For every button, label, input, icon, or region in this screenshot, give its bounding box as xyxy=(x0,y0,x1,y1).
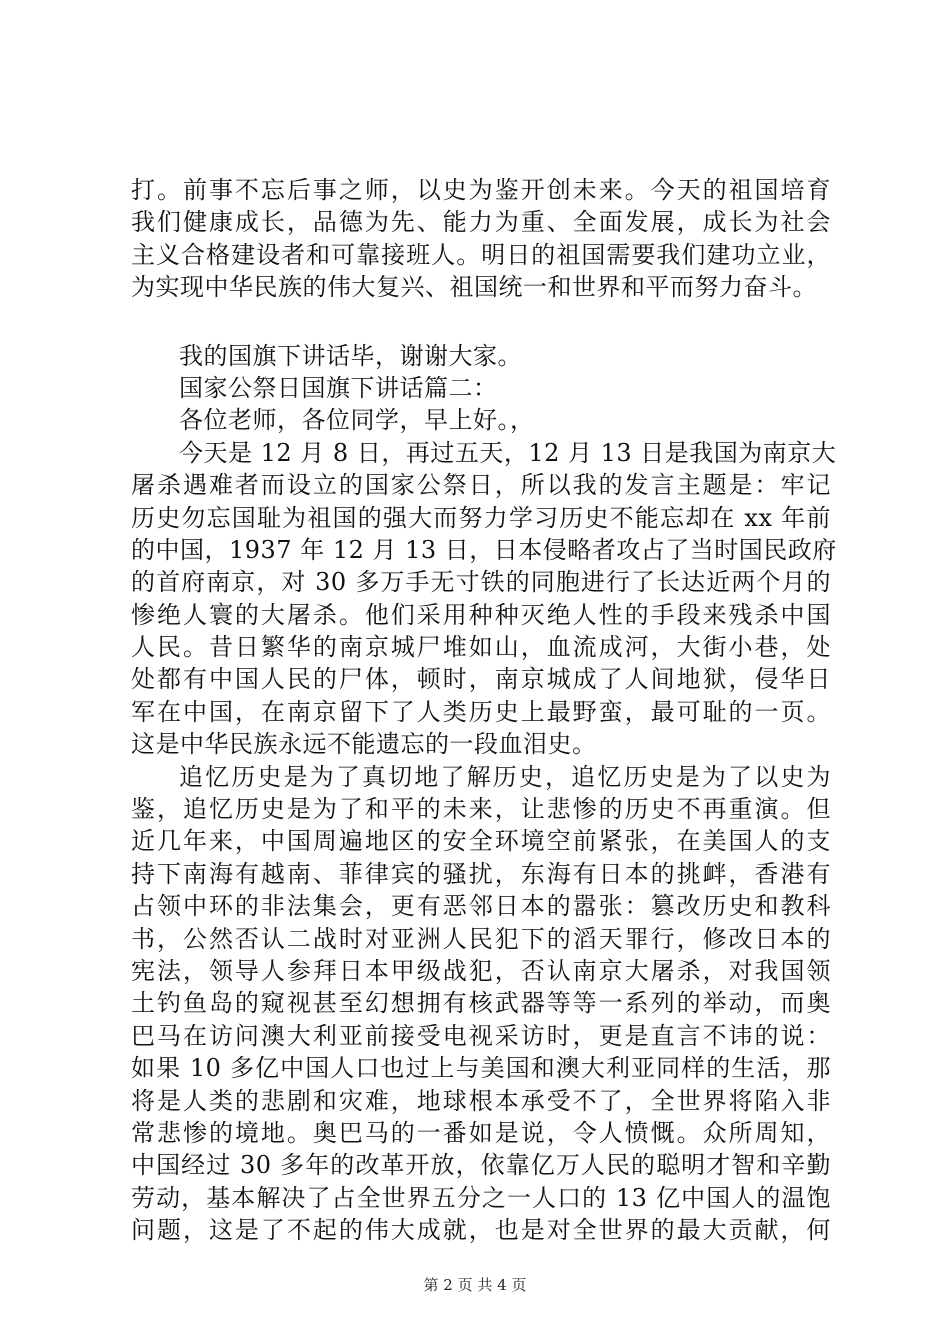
text-line: 屠杀遇难者而设立的国家公祭日，所以我的发言主题是：牢记 xyxy=(131,471,831,500)
text-line: 劳动，基本解决了占全世界五分之一人口的 13 亿中国人的温饱 xyxy=(131,1183,831,1212)
text-line: 这是中华民族永远不能遗忘的一段血泪史。 xyxy=(131,730,597,759)
text-line: 宪法，领导人参拜日本甲级战犯，否认南京大屠杀，对我国领 xyxy=(131,956,831,985)
paragraph-continuation xyxy=(131,174,831,304)
text-line: 将是人类的悲剧和灾难，地球根本承受不了，全世界将陷入非 xyxy=(131,1086,831,1115)
text-line: 人民。昔日繁华的南京城尸堆如山，血流成河，大街小巷，处 xyxy=(131,633,831,662)
text-line: 历史勿忘国耻为祖国的强大而努力学习历史不能忘却在 xx 年前 xyxy=(131,503,831,532)
text-line: 的首府南京，对 30 多万手无寸铁的同胞进行了长达近两个月的 xyxy=(131,568,831,597)
text-line: 追忆历史是为了真切地了解历史，追忆历史是为了以史为 xyxy=(179,762,831,791)
text-line: 的中国，1937 年 12 月 13 日，日本侵略者攻占了当时国民政府 xyxy=(131,535,837,564)
section-heading: 国家公祭日国旗下讲话篇二： xyxy=(179,373,498,402)
text-line: 如果 10 多亿中国人口也过上与美国和澳大利亚同样的生活，那 xyxy=(131,1054,831,1083)
text-line: 书，公然否认二战时对亚洲人民犯下的滔天罪行，修改日本的 xyxy=(131,924,831,953)
text-line: 军在中国，在南京留下了人类历史上最野蛮，最可耻的一页。 xyxy=(131,697,831,726)
text-line: 鉴，追忆历史是为了和平的未来，让悲惨的历史不再重演。但 xyxy=(131,795,831,824)
text-line: 近几年来，中国周遍地区的安全环境空前紧张，在美国人的支 xyxy=(131,827,831,856)
text-line: 中国经过 30 多年的改革开放，依靠亿万人民的聪明才智和辛勤 xyxy=(131,1151,831,1180)
paragraph-memorial-day xyxy=(131,437,837,761)
page-number-footer: 第 2 页 共 4 页 xyxy=(423,1276,527,1294)
document-body xyxy=(131,174,837,1247)
greeting-line: 各位老师，各位同学，早上好。， xyxy=(179,406,535,435)
text-line: 占领中环的非法集会，更有恶邻日本的嚣张：篡改历史和教科 xyxy=(131,892,831,921)
text-line: 巴马在访问澳大利亚前接受电视采访时，更是直言不讳的说： xyxy=(131,1021,831,1050)
text-line: 持下南海有越南、菲律宾的骚扰，东海有日本的挑衅，香港有 xyxy=(131,859,831,888)
text-line: 常悲惨的境地。奥巴马的一番如是说，令人愤慨。众所周知， xyxy=(131,1118,831,1147)
text-line: 为实现中华民族的伟大复兴、祖国统一和世界和平而努力奋斗。 xyxy=(131,273,817,302)
text-line: 土钓鱼岛的窥视甚至幻想拥有核武器等等一系列的举动，而奥 xyxy=(131,989,831,1018)
text-line: 处都有中国人民的尸体，顿时，南京城成了人间地狱，侵华日 xyxy=(131,665,831,694)
closing-line: 我的国旗下讲话毕，谢谢大家。 xyxy=(179,341,522,370)
text-line: 打。前事不忘后事之师，以史为鉴开创未来。今天的祖国培育 xyxy=(131,176,831,204)
text-line: 我们健康成长，品德为先、能力为重、全面发展，成长为社会 xyxy=(131,208,831,237)
text-line: 问题，这是了不起的伟大成就，也是对全世界的最大贡献，何 xyxy=(131,1216,831,1245)
paragraph-gap xyxy=(131,304,831,340)
text-line: 今天是 12 月 8 日，再过五天，12 月 13 日是我国为南京大 xyxy=(179,438,837,467)
text-line: 惨绝人寰的大屠杀。他们采用种种灭绝人性的手段来残杀中国 xyxy=(131,600,831,629)
paragraph-recall-history xyxy=(131,761,831,1247)
text-line: 主义合格建设者和可靠接班人。明日的祖国需要我们建功立业， xyxy=(131,240,831,269)
